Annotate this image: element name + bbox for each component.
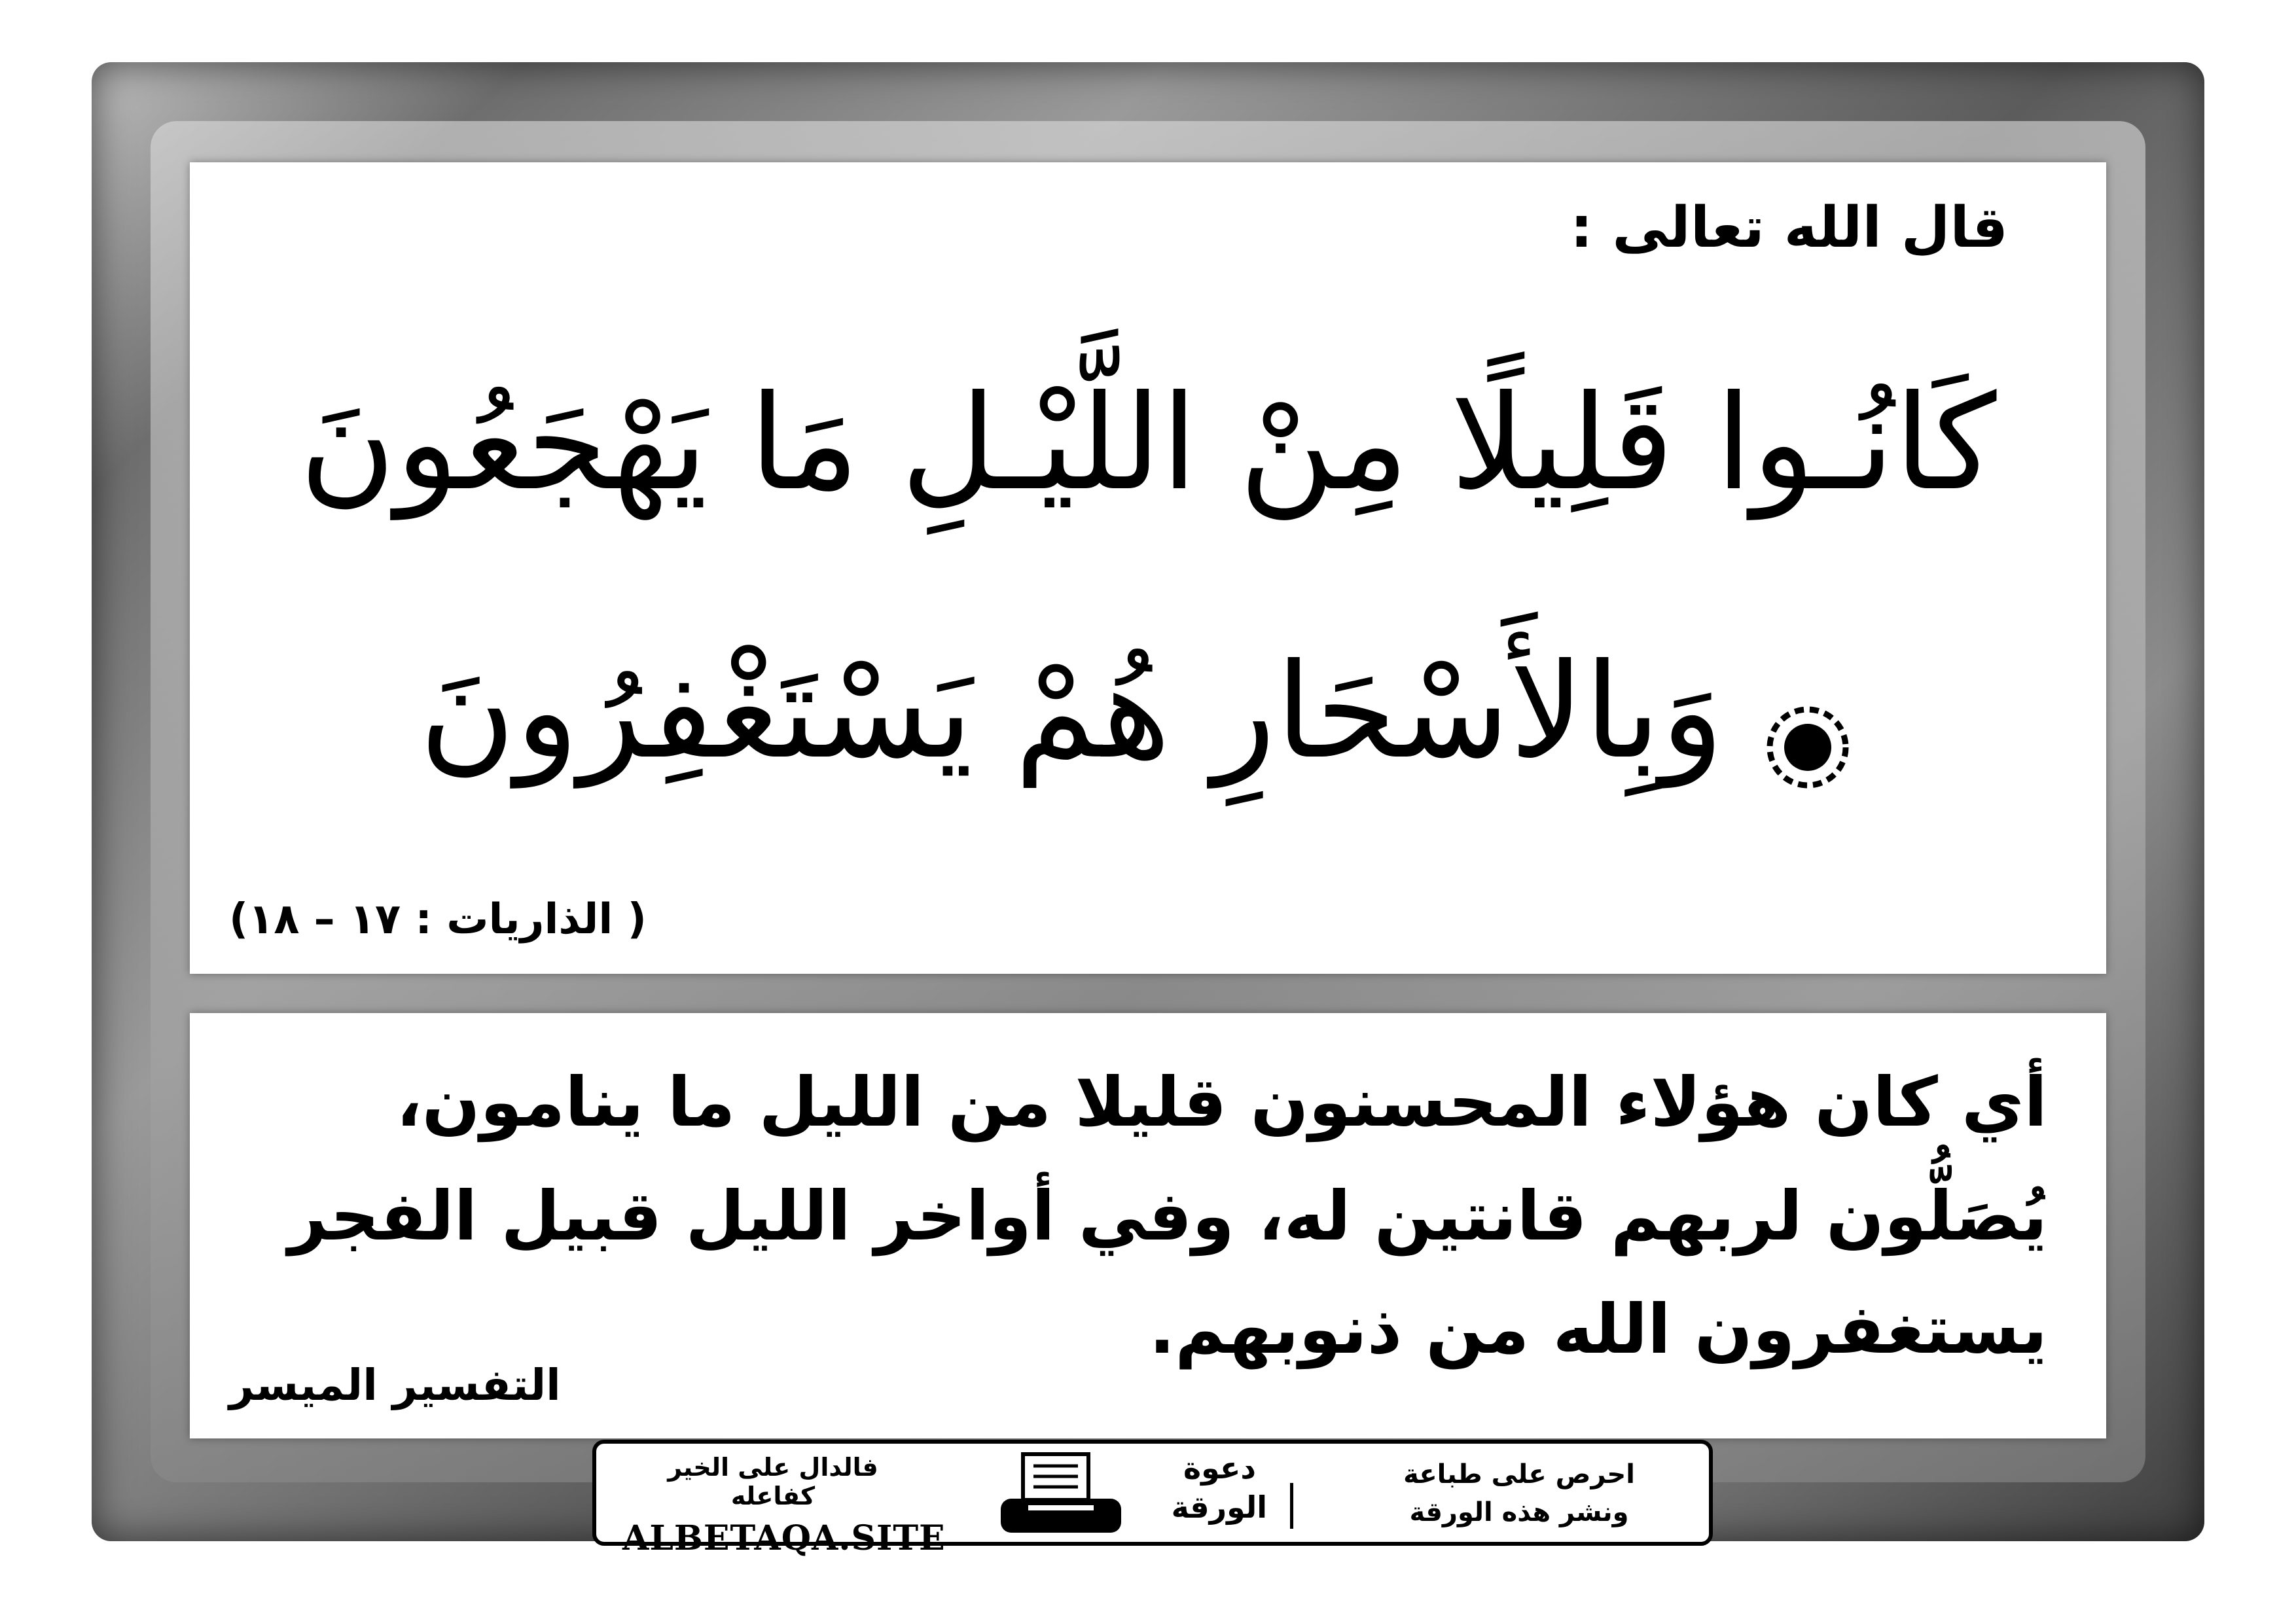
logo-line-1: دعوة	[1183, 1450, 1257, 1486]
tafsir-line-3: يستغفرون الله من ذنوبهم.	[1149, 1289, 2047, 1370]
footer-website-block	[622, 1453, 946, 1558]
tafsir-source: التفسير الميسر	[229, 1360, 561, 1410]
verse-line-2-text: وَبِالأَسْحَارِ هُمْ يَسْتَغْفِرُونَ	[419, 635, 1724, 788]
footer-banner	[592, 1440, 1713, 1558]
footer-print-note	[1362, 1455, 1676, 1531]
tafsir-line-2: يُصَلُّون لربهم قانتين له، وفي أواخر الليل قبيل الفجر	[288, 1175, 2047, 1256]
logo-line-2: الورقة	[1171, 1489, 1267, 1525]
verse-line-1	[229, 367, 2067, 520]
tafsir-text	[229, 1046, 2047, 1387]
footer-note-line-1: احرص على طباعة	[1403, 1459, 1635, 1489]
dawat-alwaraqa-logo	[1172, 1449, 1267, 1537]
verse-reference: ( الذاريات : ١٧ – ١٨)	[229, 895, 647, 944]
verse-line-1-text: كَانُـوا قَلِيلًا مِنْ اللَّيْـلِ مَا يَهْجَعُونَ	[299, 367, 1997, 520]
footer-note-line-2: ونشر هذه الورقة	[1409, 1497, 1629, 1527]
verse-line-2	[229, 635, 2067, 788]
footer-divider	[1290, 1483, 1293, 1529]
ayah-end-icon	[1765, 680, 1850, 765]
tafsir-line-1: أي كان هؤلاء المحسنون قليلا من الليل ما ينامون،	[396, 1062, 2047, 1142]
tafsir-panel	[190, 1013, 2106, 1438]
footer-url: ALBETAQA.SITE	[622, 1518, 946, 1558]
printer-icon	[996, 1452, 1126, 1537]
verse-panel	[190, 162, 2106, 974]
verse-intro: قال الله تعالى :	[1570, 195, 2008, 260]
footer-slogan: فالدال على الخير كفاعله	[668, 1453, 878, 1510]
